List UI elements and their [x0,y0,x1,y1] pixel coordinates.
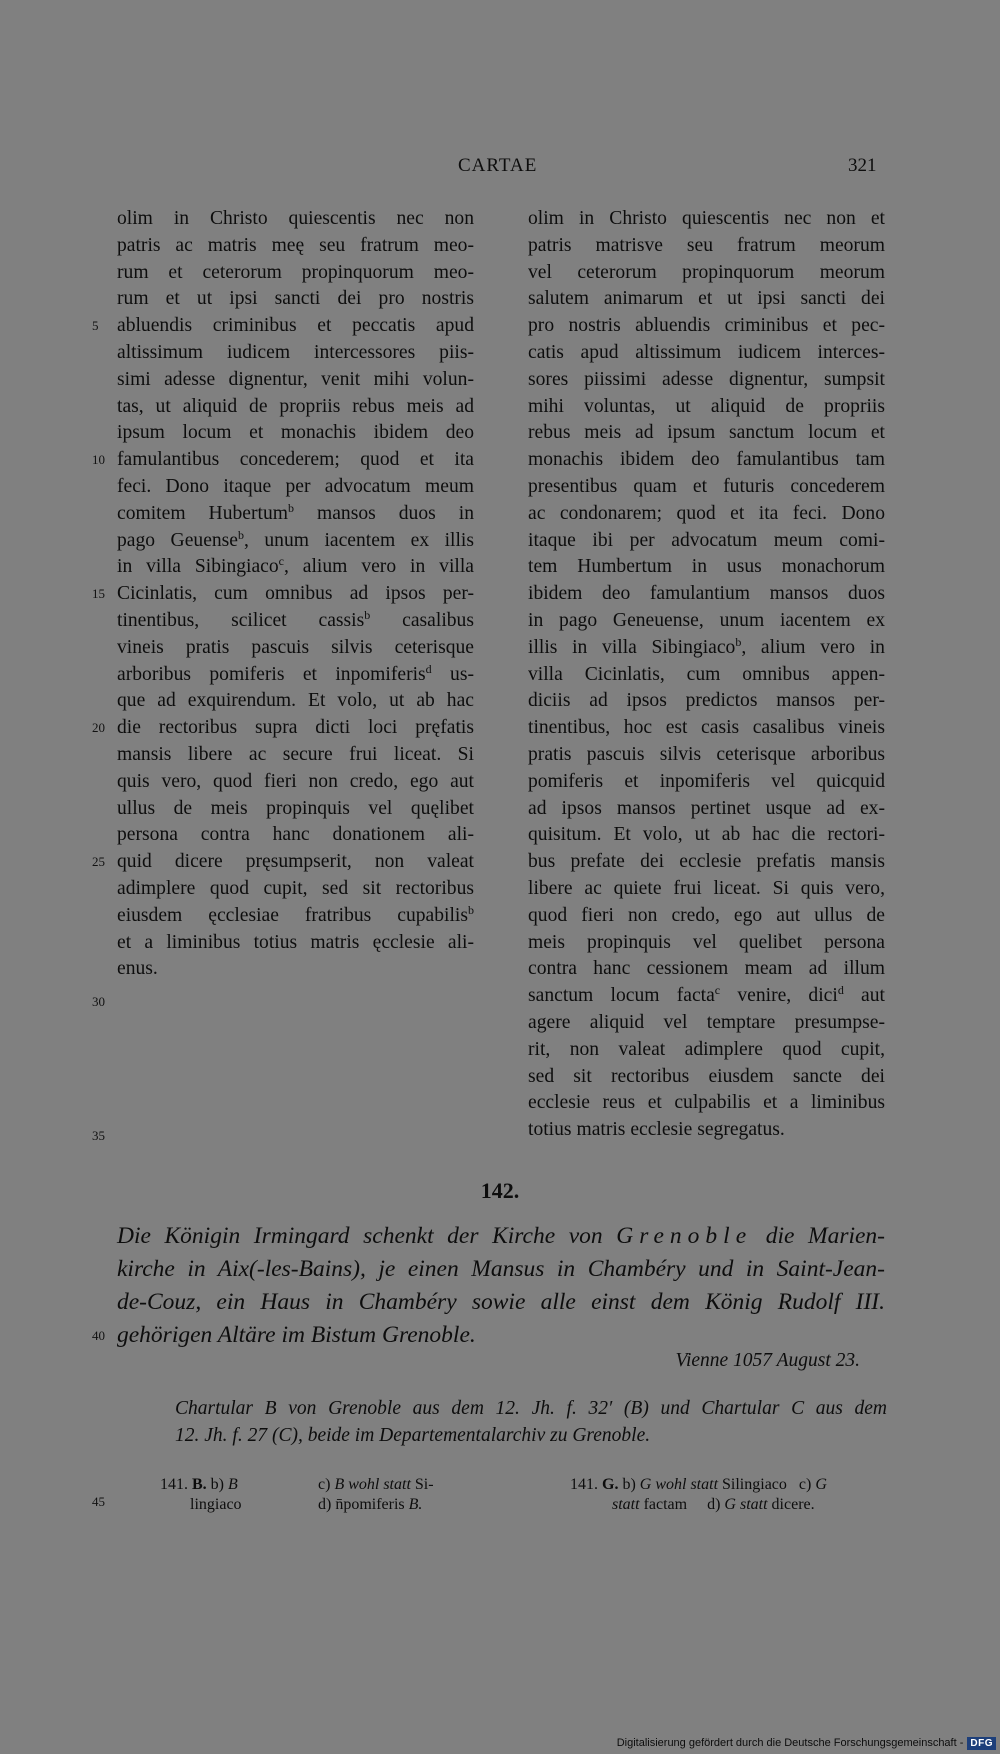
note-marker: d [425,661,432,676]
text-line: rit, non valeat adimplere quod cupit, [528,1038,885,1060]
text-line: pratis pascuis silvis ceterisque arboribus [528,743,885,765]
line-number: 25 [92,854,105,869]
text-line: eiusdem ęcclesiae fratribus cupabilis$^b$ [117,902,474,926]
text-line: quisitum. Et volo, ut ab hac die rectori- [528,824,885,846]
text-line: ullus de meis propinquis vel quęlibet [117,797,474,819]
text-line: sanctum locum facta$^c$ venire, dici$^d$ aut [528,983,885,1007]
apparatus-left-b: c) B wohl statt Si- d) n̄pomiferis B. [318,1476,434,1513]
text-line: illis in villa Sibingiaco$^b$, alium vero in [528,634,885,658]
line-number: 35 [92,1128,105,1143]
note-marker: b [238,527,245,542]
note-marker: b [364,607,371,622]
note-marker: d [837,983,844,998]
text-line: famulantibus concederem; quod et ita [117,449,474,471]
text-line: sed sit rectoribus eiusdem sancte dei [528,1065,885,1087]
text-line: patris ac matris meę seu fratrum meo- [117,234,474,256]
text-line: rebus meis ad ipsum sanctum locum et [528,422,885,444]
line-numbers [0,0,110,1600]
place-name-spaced: Grenoble [616,1223,753,1249]
document-number: 142. [480,1178,520,1203]
text-line: ibidem deo famulantium mansos duos [528,583,885,605]
running-head-title: CARTAE [458,155,538,176]
text-line: adimplere quod cupit, sed sit rectoribus [117,877,474,899]
digitization-credit [617,1735,996,1751]
text-line: ad ipsos mansos pertinet usque ad ex- [528,797,885,819]
line-number: 10 [92,452,105,467]
text-line: ac condonarem; quod et ita feci. Dono [528,502,885,524]
text-line: monachis ibidem deo famulantibus tam [528,449,885,471]
text-line: quid dicere pręsumpserit, non valeat [117,851,474,873]
text-line: abluendis criminibus et peccatis apud [117,315,474,337]
text-line: ecclesie reus et culpabilis et a liminibus [528,1092,885,1114]
text-line: pago Geuense$^b$, unum iacentem ex illis [117,527,474,551]
page-number: 321 [848,155,877,176]
text-line: pro nostris abluendis criminibus et pec- [528,315,885,337]
text-line: presentibus quam et futuris concederem [528,475,885,497]
note-marker: c [278,554,284,569]
line-number: 30 [92,994,105,1009]
text-line: comitem Hubertum$^b$ mansos duos in [117,500,475,524]
line-number: 5 [92,318,99,333]
text-line: itaque ibi per advocatum meum comi- [528,529,885,551]
text-line: arboribus pomiferis et inpomiferis$^d$ us- [117,661,474,685]
text-line: totius matris ecclesie segregatus. [528,1119,785,1141]
text-line: Cicinlatis, cum omnibus ad ipsos per- [117,583,474,605]
text-line: salutem animarum et ut ipsi sancti dei [528,288,885,310]
note-marker: b [288,500,294,515]
left-text-column [117,206,474,983]
tradition-line: Chartular B von Grenoble aus dem 12. Jh. f. 32′ (B) und Chartular C aus dem [175,1398,887,1419]
text-line: villa Cicinlatis, cum omnibus appen- [528,663,885,685]
note-marker: c [714,983,721,998]
text-line: quod fieri non credo, ego aut ullus de [528,904,885,926]
text-line: mihi voluntas, ut aliquid de propriis [528,395,885,417]
text-line: persona contra hanc donationem ali- [117,824,474,846]
text-line: mansis libere ac secure frui liceat. Si [117,743,474,765]
text-line: simi adesse dignentur, venit mihi volun- [117,368,474,390]
regest-summary [117,1220,885,1352]
text-line: tem Humbertum in usus monachorum [528,556,885,578]
summary-line: gehörigen Altäre im Bistum Grenoble. [117,1322,476,1348]
dfg-logo: DFG [967,1737,996,1750]
text-line: quis vero, quod fieri non credo, ego aut [117,770,474,792]
text-line: diciis ad ipsos predictos mansos per- [528,690,885,712]
text-line: meis propinquis vel quelibet persona [528,931,885,953]
note-marker: b [468,902,474,917]
text-line: vineis pratis pascuis silvis ceterisque [117,636,474,658]
line-number: 40 [92,1328,105,1343]
text-line: altissimum iudicem intercessores piis- [117,341,474,363]
text-line: libere ac quiete frui liceat. Si quis vero, [528,877,885,899]
text-line: die rectoribus supra dicti loci pręfatis [117,717,474,739]
note-marker: b [735,634,742,649]
text-line: rum et ut ipsi sancti dei pro nostris [117,288,474,310]
text-line: tinentibus, hoc est casis casalibus vineis [528,717,885,739]
manuscript-tradition [175,1395,887,1449]
text-line: catis apud altissimum iudicem interces- [528,341,885,363]
line-number: 45 [92,1494,105,1509]
text-line: tinentibus, scilicet cassis$^b$ casalibus [117,607,474,631]
tradition-line: 12. Jh. f. 27 (C), beide im Departementalarchiv zu Grenoble. [175,1425,651,1446]
text-line: et a liminibus totius matris ęcclesie ali- [117,931,474,953]
text-line: pomiferis et inpomiferis vel quicquid [528,770,885,792]
dateline: Vienne 1057 August 23. [675,1350,860,1371]
line-number: 20 [92,720,105,735]
text-line: bus prefate dei ecclesie prefatis mansis [528,851,885,873]
text-line: agere aliquid vel temptare presumpse- [528,1011,885,1033]
running-head [0,155,1000,185]
text-line: vel ceterorum propinquorum meorum [528,261,885,283]
summary-line: Die Königin Irmingard schenkt der Kirche von Grenoble die Marien- [117,1223,886,1249]
text-line: patris matrisve seu fratrum meorum [528,234,885,256]
credit-text: Digitalisierung gefördert durch die Deutsche Forschungsgemeinschaft - [616,1737,964,1749]
line-number: 15 [92,586,105,601]
text-line: tas, ut aliquid de propriis rebus meis ad [117,395,474,417]
apparatus-right: 141. G. b) G wohl statt Silingiaco c) G statt factam d) G statt dicere. [570,1476,827,1513]
text-line: sores piissimi adesse dignentur, sumpsit [528,368,885,390]
text-line: in villa Sibingiaco$^c$, alium vero in villa [117,554,474,578]
text-line: olim in Christo quiescentis nec non [117,208,474,229]
text-line: enus. [117,958,158,980]
text-line: contra hanc cessionem meam ad illum [528,958,885,980]
summary-line: kirche in Aix(-les-Bains), je einen Mansus in Chambéry und in Saint-Jean- [117,1256,885,1282]
text-line: ipsum locum et monachis ibidem deo [117,422,474,444]
text-line: que ad exquirendum. Et volo, ut ab hac [117,690,474,712]
apparatus-left-a: 141. B. b) B lingiaco [160,1476,242,1513]
text-line: in pago Geneuense, unum iacentem ex [528,609,885,631]
text-line: olim in Christo quiescentis nec non et [528,208,885,229]
text-line: feci. Dono itaque per advocatum meum [117,475,474,497]
text-line: rum et ceterorum propinquorum meo- [117,261,474,283]
summary-line: de-Couz, ein Haus in Chambéry sowie alle einst dem König Rudolf III. [117,1289,885,1315]
right-text-column [528,206,885,1144]
